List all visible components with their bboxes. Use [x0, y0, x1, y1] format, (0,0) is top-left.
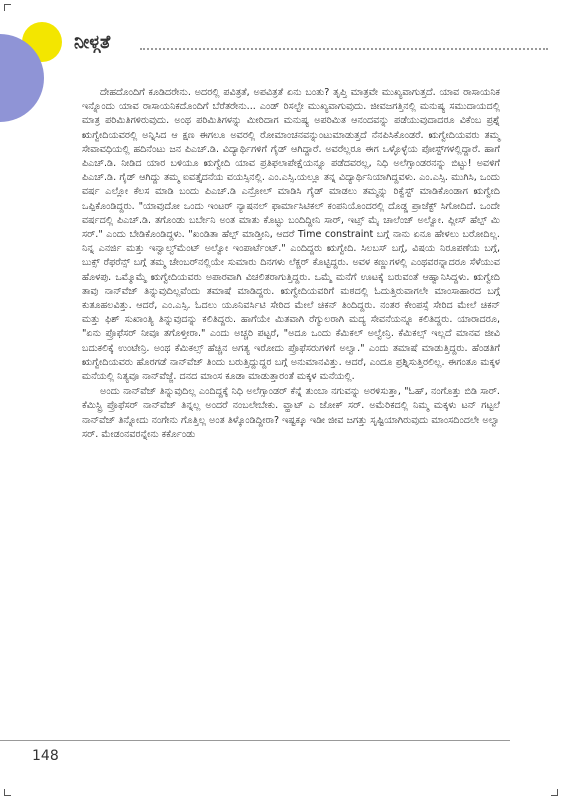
header-dotted-rule	[140, 48, 548, 50]
paragraph-2: ಅಂದು ನಾನ್‌ವೆಜ್ ತಿನ್ನುವುದಿಲ್ಲ ಎಂದಿದ್ದಕ್ಕೆ ನಿಧಿ ಅಲೆಗ್ಸಾಂಡರ್ ಕೆನ್ನೆ ತುಂಬಾ ನಗುವನ್ನು ಅರಳಿಸುತ್ತಾ, "ಓಹ್, ನಂಗೊತ್ತು ಬಿಡಿ ಸಾರ್. ಕೆಮಿಸ್ಟ್ರಿ ಪ್ರೊಫೆಸರ್ ನಾನ್‌ವೆಜ್ ತಿನ್ನಲ್ಲ ಅಂದರೆ ನಂಬಲೇಬೇಕು. ವ್ಹಾಟ್ ಎ ಜೋಕ್ ಸರ್. ಅಮೆರಿಕದಲ್ಲಿ ನಿಮ್ಮ ಮಕ್ಕಳು ಟನ್ ಗಟ್ಟಲೆ ನಾನ್‌ವೆಜ್ ತಿನ್ನೋದು ನಂಗೇನು ಗೊತ್ತಿಲ್ಲ ಅಂತ ತಿಳ್ಕೊಂಡಿದ್ದೀರಾ? ಇಷ್ಟಕ್ಕೂ ಇಡೀ ಜೀವ ಜಗತ್ತು ಸೃಷ್ಟಿಯಾಗಿರುವುದು ಮಾಂಸದಿಂದಲೇ ಅಲ್ವಾ ಸರ್. ಮೇಡಂನವರನ್ನೇನು ಕರ್ಕೊಂಡು	[82, 386, 500, 440]
page-number: 148	[32, 748, 59, 764]
crop-mark-top-left	[4, 4, 11, 11]
paragraph-1: ದೇಹದೊಂದಿಗೆ ಕೂಡಿದರೇನು. ಅದರಲ್ಲಿ ಪವಿತ್ರತೆ, ಅಪವಿತ್ರತೆ ಏನು ಬಂತು? ತೃಪ್ತಿ ಮಾತ್ರವೇ ಮುಖ್ಯವಾಗುತ್ತದೆ. ಯಾವ ರಾಸಾಯನಿಕ ಇನ್ನೊಂದು ಯಾವ ರಾಸಾಯನಿಕದೊಂದಿಗೆ ಬೆರೆತರೇನು... ಎಂಡ್ ರಿಸಲ್ಟೇ ಮುಖ್ಯವಾಗುವುದು. ಜೀವಜಗತ್ತಿನಲ್ಲಿ ಮನುಷ್ಯ ಸಮುದಾಯದಲ್ಲಿ ಮಾತ್ರ ಪರಿಮಿತಿಗಳಿರುವುದು. ಅಂಥ ಪರಿಮಿತಿಗಳನ್ನು ಮೀರಿದಾಗ ಮನುಷ್ಯ ಅಪರಿಮಿತ ಆನಂದವನ್ನು ಪಡೆಯುವುದಾದರೂ ವಿಕೆಂಬ ಪ್ರಶ್ನೆ ಋಗ್ವೇದಿಯವರಲ್ಲಿ ಅನ್ನಿಸಿದ ಆ ಕ್ಷಣ ಈಗಲೂ ಅವರಲ್ಲಿ ರೋಮಾಂಚನವನ್ನುಂಟುಮಾಡುತ್ತದೆ ನೆನಪಿಸಿಕೊಂಡರೆ. ಋಗ್ವೇದಿಯವರು ತಮ್ಮ ಸೇವಾವಧಿಯಲ್ಲಿ ಹದಿನೆಂಟು ಜನ ಪಿಎಚ್.ಡಿ. ವಿದ್ಯಾರ್ಥಿಗಳಿಗೆ ಗೈಡ್ ಆಗಿದ್ದಾರೆ. ಅವರೆಲ್ಲರೂ ಈಗ ಒಳ್ಳೊಳ್ಳೆಯ ಪೋಸ್ಟ್‌ಗಳಲ್ಲಿದ್ದಾರೆ. ಹಾಗೆ ಪಿಎಚ್.ಡಿ. ನೀಡಿದ ಯಾರ ಬಳಿಯೂ ಋಗ್ವೇದಿ ಯಾವ ಪ್ರತಿಫಲಾಪೇಕ್ಷೆಯನ್ನೂ ಪಡೆದವರಲ್ಲ, ನಿಧಿ ಅಲೆಗ್ಸಾಂಡರನನ್ನು ಬಿಟ್ಟು! ಅವಳಿಗೆ ಪಿಎಚ್.ಡಿ. ಗೈಡ್ ಆಗಿದ್ದು ತಮ್ಮ ಐವತ್ತೈದನೆಯ ವಯಸ್ಸಿನಲ್ಲಿ. ಎಂ.ಎಸ್ಸಿ.ಯಲ್ಲೂ ತನ್ನ ವಿದ್ಯಾರ್ಥಿನಿಯಾಗಿದ್ದವಳು. ಎಂ.ಎಸ್ಸಿ. ಮುಗಿಸಿ, ಒಂದು ವರ್ಷ ಎಲ್ಲೋ ಕೆಲಸ ಮಾಡಿ ಬಂದು ಪಿಎಚ್.ಡಿ ಎನ್ರೋಲ್ ಮಾಡಿಸಿ ಗೈಡ್ ಮಾಡಲು ತಮ್ಮನ್ನು ರಿಕ್ವೆಸ್ಟ್ ಮಾಡಿಕೊಂಡಾಗ ಋಗ್ವೇದಿ ಒಪ್ಪಿಕೊಂಡಿದ್ದರು. "ಯಾವುದೋ ಒಂದು ಇಂಟರ್ ನ್ಯಾಷನಲ್ ಫಾರ್ಮಾಸಿಟಿಕಲ್ ಕಂಪನಿಯೊಂದರಲ್ಲಿ ದೊಡ್ಡ ಪ್ರಾಜೆಕ್ಟ್ ಸಿಗೋದಿದೆ. ಒಂದೇ ವರ್ಷದಲ್ಲಿ ಪಿಎಚ್.ಡಿ. ತಗೊಂಡು ಬರ್ಬೇನಿ ಅಂತ ಮಾತು ಕೊಟ್ಟು ಬಂದಿದ್ದೀನಿ ಸಾರ್, ಇಟ್ಸ್ ಮೈ ಚಾಲೆಂಜ್ ಅಲ್ವೋ. ಪ್ಲೀಸ್ ಹೆಲ್ಪ್ ಮಿ ಸರ್." ಎಂದು ಬೇಡಿಕೊಂಡಿದ್ದಳು. "ಖಂಡಿತಾ ಹೆಲ್ಪ್ ಮಾಡ್ತೀನಿ, ಆದರೆ Time constraint ಬಗ್ಗೆ ನಾನು ಏನೂ ಹೇಳಲು ಬರೋದಿಲ್ಲ. ನಿನ್ನ ಎನರ್ಜಿ ಮತ್ತು ಇನ್ವಾಲ್ವ್‌ಮೆಂಟ್ ಅಲ್ವೋ ಇಂಪಾರ್ಟೆಂಟ್." ಎಂದಿದ್ದರು ಋಗ್ವೇದಿ. ಸಿಲಬಸ್ ಬಗ್ಗೆ, ವಿಷಯ ನಿರೂಪಣೆಯ ಬಗ್ಗೆ, ಬುಕ್ಸ್ ರೆಫರೆನ್ಸ್ ಬಗ್ಗೆ ತಮ್ಮ ಚೇಂಬರ್‌ನಲ್ಲಿಯೇ ಸುಮಾರು ದಿನಗಳು ಲೆಕ್ಚರ್ ಕೊಟ್ಟಿದ್ದರು. ಅವಳ ಕಣ್ಣುಗಳಲ್ಲಿ ಎಂಥವರನ್ನಾದರೂ ಸೆಳೆಯುವ ಹೊಳಪು. ಒಮ್ಮೊಮ್ಮೆ ಋಗ್ವೇದಿಯವರು ಅಪಾರವಾಗಿ ವಿಚಲಿತರಾಗುತ್ತಿದ್ದರು. ಒಮ್ಮೆ ಮನೆಗೆ ಊಟಕ್ಕೆ ಬರುವಂತೆ ಆಹ್ವಾನಿಸಿದ್ದಳು. ಋಗ್ವೇದಿ ತಾವು ನಾನ್‌ವೆಜ್ ತಿನ್ನುವುದಿಲ್ಲವೆಂದು ತಮಾಷೆ ಮಾಡಿದ್ದರು. ಋಗ್ವೇದಿಯವರಿಗೆ ಮಠದಲ್ಲಿ ಓದುತ್ತಿರುವಾಗಲೇ ಮಾಂಸಾಹಾರದ ಬಗ್ಗೆ ಕುತೂಹಲವಿತ್ತು. ಆದರೆ, ಎಂ.ಎಸ್ಸಿ. ಓದಲು ಯೂನಿವರ್ಸಿಟಿ ಸೇರಿದ ಮೇಲೆ ಚಿಕನ್ ತಿಂದಿದ್ದರು. ನಂತರ ಕೇಂಪಸ್ಸೆ ಸೇರಿದ ಮೇಲೆ ಚಿಕನ್ ಮತ್ತು ಫಿಶ್ ಸುಖಾಂತ್ಯಿ ತಿನ್ನುವುದನ್ನು ಕಲಿತಿದ್ದರು. ಹಾಗೆಯೇ ಮಿತವಾಗಿ ರೆಗ್ಯುಲರಾಗಿ ಮದ್ಯ ಸೇವನೆಯನ್ನೂ ಕಲಿತಿದ್ದರು. ಯಾರಾದರೂ, "ಏನು ಪ್ರೊಫೆಸರ್ ನೀವೂ ತಗೊಳ್ತೀರಾ." ಎಂದು ಅಚ್ಚರಿ ಪಟ್ಟರೆ, "ಅದೂ ಒಂದು ಕೆಮಿಕಲ್ ಅಲ್ವೇನ್ರಿ. ಕೆಮಿಕಲ್ಸ್ ಇಲ್ಲದೆ ಮಾನವ ಜೀವಿ ಬದುಕಲಿಕ್ಕೆ ಉಂಟೇನ್ರಿ. ಅಂಥ ಕೆಮಿಕಲ್ಸ್ ಹೆಚ್ಚಿನ ಅಗತ್ಯ ಇರೋದು ಪ್ರೊಫೆಸರುಗಳಿಗೆ ಅಲ್ವಾ." ಎಂದು ತಮಾಷೆ ಮಾಡುತ್ತಿದ್ದರು. ಹೆಂಡತಿಗೆ ಋಗ್ವೇದಿಯವರು ಹೊರಗಡೆ ನಾನ್‌ವೆಜ್ ತಿಂದು ಬರುತ್ತಿದ್ದುದ್ದರ ಬಗ್ಗೆ ಅನುಮಾನವಿತ್ತು. ಆದರೆ, ಎಂದೂ ಪ್ರಶ್ನಿಸುತ್ತಿರಲಿಲ್ಲ. ಈಗಂತೂ ಮಕ್ಕಳ ಮನೆಯಲ್ಲಿ ನಿತ್ಯವೂ ನಾನ್‌ವೆಜ್ಜೆ. ದನದ ಮಾಂಸ ಕೂಡಾ ಮಾಡುತ್ತಾರಂತೆ ಮಕ್ಕಳ ಮನೆಯಲ್ಲಿ.	[82, 87, 500, 383]
crop-mark-bottom-left	[4, 789, 11, 796]
section-title: ನೀಳ್ಗತೆ	[74, 32, 111, 53]
crop-mark-bottom-right	[551, 789, 558, 796]
footer-rule	[0, 740, 510, 741]
body-text	[82, 86, 500, 442]
